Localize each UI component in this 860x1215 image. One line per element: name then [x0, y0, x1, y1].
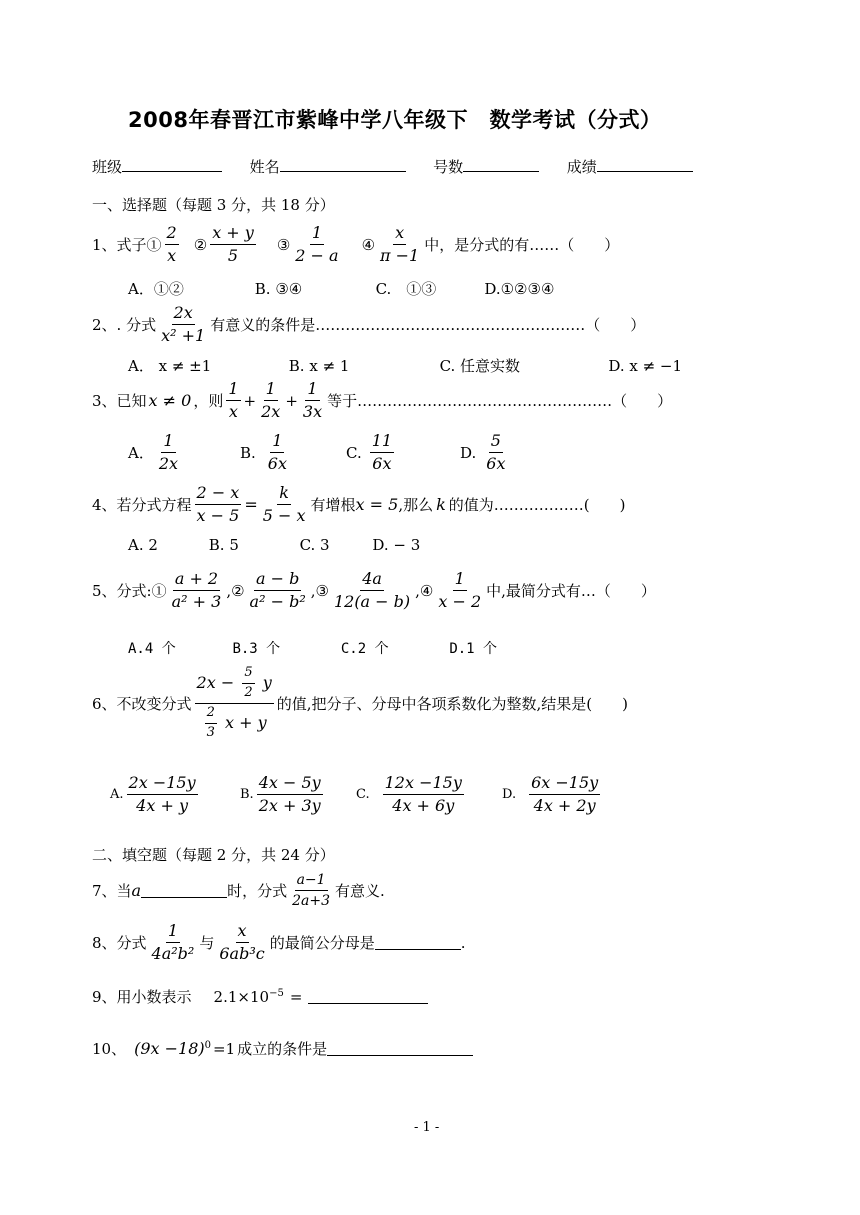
q9-prefix: 9、用小数表示 [92, 988, 192, 1006]
score-blank[interactable] [597, 157, 693, 172]
q1-prefix: 1、式子① [92, 236, 162, 255]
q10-prefix: 10、 [92, 1040, 127, 1058]
class-label: 班级 [92, 158, 123, 176]
q4-option-a[interactable]: A. 2 [128, 536, 158, 554]
question-5 [92, 570, 656, 612]
section2-heading: 二、填空题（每题 2 分，共 24 分） [92, 846, 335, 864]
q3-option-b[interactable]: B. $\frac{1}{6x}$ [240, 431, 287, 474]
q4-mid-1: 有增根 [310, 496, 356, 515]
q7-fraction: $\frac{a-1}{2a+3}$ [292, 872, 331, 910]
q3-fraction-3: $\frac{1}{3x}$ [302, 379, 323, 422]
q5-suffix: 中,最简分式有…（ ） [486, 582, 656, 601]
page-number: - 1 - [414, 1120, 440, 1135]
q4-options [128, 536, 420, 554]
q4-suffix: 的值为………………( ) [448, 496, 626, 515]
q6-complex-fraction: 2x − $\frac{5}{2}$ y $\frac{2}{3}$ x + y [196, 665, 272, 740]
q1-suffix: 中，是分式的有……（ ） [424, 236, 620, 255]
q4-equals: = [244, 495, 258, 515]
q7-mid: 时，分式 [227, 882, 288, 901]
q5-prefix: 5、分式:① [92, 582, 167, 601]
q5-option-c[interactable]: C.2 个 [340, 641, 389, 657]
q3-mid: ，则 [193, 392, 224, 411]
name-label: 姓名 [249, 158, 280, 176]
q5-option-d[interactable]: D.1 个 [449, 641, 498, 657]
q2-suffix: 有意义的条件是………………………………………………（ ） [210, 316, 646, 335]
q5-option-b[interactable]: B.3 个 [232, 641, 281, 657]
q8-fraction-2: $\frac{x}{\text{6ab³c}}$ [219, 921, 265, 964]
question-6 [92, 666, 628, 741]
q1-mark-4: ④ [361, 235, 376, 254]
q6-option-b[interactable]: B. $\frac{4x - 5y}{2x + 3y}$ [240, 773, 321, 816]
q6-option-c[interactable]: C. $\frac{12x -15y}{4x + 6y}$ [356, 773, 462, 816]
q5-fraction-3: $\frac{4a}{12(a - b)}$ [333, 569, 411, 612]
q8-answer-blank[interactable] [375, 935, 461, 950]
q7-suffix: 有意义. [335, 882, 385, 901]
q1-mark-2: ② [193, 235, 208, 254]
q5-mark-2: ,② [226, 581, 245, 600]
q10-suffix: 成立的条件是 [237, 1040, 328, 1058]
q8-end: . [460, 933, 466, 952]
q7-answer-blank[interactable] [141, 883, 227, 898]
q1-option-b[interactable]: B. ③④ [254, 280, 303, 298]
q3-condition: x ≠ 0 [148, 391, 192, 411]
q1-fraction-1: $\frac{2}{x}$ [166, 223, 177, 266]
q3-fraction-2: $\frac{1}{2x}$ [261, 379, 281, 422]
question-10 [92, 1038, 473, 1059]
q10-expression: $(9x -18)^0$ [134, 1039, 212, 1058]
header-fields [92, 156, 693, 177]
q1-fraction-4: $\frac{x}{\pi -1}$ [380, 223, 420, 266]
q10-equals: =1 [213, 1039, 236, 1058]
q5-fraction-1: $\frac{a + 2}{\text{a² + 3}}$ [171, 569, 222, 612]
q7-var: a [131, 881, 142, 901]
q8-suffix: 的最简公分母是 [269, 934, 375, 953]
q8-prefix: 8、分式 [92, 934, 147, 953]
q8-mid: 与 [199, 934, 215, 953]
q1-option-c[interactable]: C. ①③ [375, 280, 437, 298]
name-blank[interactable] [280, 157, 406, 172]
q3-options [128, 432, 510, 474]
q4-mid-2: ,那么 [398, 496, 434, 515]
q5-fraction-2: $\frac{a - b}{\text{a² − b²}}$ [249, 569, 306, 612]
question-3 [92, 380, 672, 422]
q3-option-a[interactable]: A． $\frac{1}{2x}$ [128, 431, 179, 474]
q4-option-b[interactable]: B. 5 [208, 536, 239, 554]
q3-suffix: 等于……………………………………………（ ） [327, 392, 673, 411]
q4-var: k [436, 495, 446, 515]
q2-fraction: $\frac{2x}{\text{x² +1}}$ [161, 303, 206, 346]
q6-option-a[interactable]: A. $\frac{2x -15y}{4x + y}$ [110, 773, 196, 816]
question-9 [92, 986, 428, 1007]
q4-root: x = 5 [355, 495, 399, 515]
number-label: 号数 [433, 158, 464, 176]
q3-prefix: 3、已知 [92, 392, 147, 411]
q6-options [110, 774, 603, 816]
q9-expression: $2.1\times 10^{-5}$ [213, 987, 284, 1006]
number-blank[interactable] [463, 157, 539, 172]
q7-prefix: 7、当 [92, 882, 132, 901]
q2-option-c[interactable]: C. 任意实数 [439, 357, 521, 375]
q9-equals: = [289, 987, 303, 1006]
q5-option-a[interactable]: A.4 个 [128, 641, 176, 657]
class-blank[interactable] [122, 157, 222, 172]
q3-plus-2: + [285, 391, 298, 410]
page-title: 2008年春晋江市紫峰中学八年级下 数学考试（分式） [128, 108, 662, 132]
q5-fraction-4: $\frac{1}{x - 2}$ [438, 569, 482, 612]
section1-heading: 一、选择题（每题 3 分，共 18 分） [92, 196, 335, 214]
question-8 [92, 922, 466, 964]
q3-plus-1: + [243, 391, 257, 410]
q8-fraction-1: $\frac{1}{\text{4a²b²}}$ [151, 921, 195, 964]
q10-answer-blank[interactable] [327, 1041, 473, 1056]
q3-option-d[interactable]: D. $\frac{5}{6x}$ [460, 431, 506, 474]
question-4 [92, 484, 626, 526]
q1-fraction-2: $\frac{x + y}{5}$ [212, 223, 254, 266]
q4-option-c[interactable]: C. 3 [299, 536, 330, 554]
q2-option-b[interactable]: B. x ≠ 1 [288, 357, 350, 375]
q1-options [128, 278, 554, 299]
q3-fraction-1: $\frac{1}{x}$ [228, 379, 239, 422]
q1-fraction-3: $\frac{1}{2 - a}$ [295, 223, 339, 266]
q3-option-c[interactable]: C. $\frac{11}{6x}$ [346, 431, 393, 474]
q9-answer-blank[interactable] [308, 989, 428, 1004]
q5-mark-3: ,③ [310, 581, 329, 600]
q4-prefix: 4、若分式方程 [92, 496, 192, 515]
q5-options [128, 638, 497, 658]
q2-prefix: 2、. 分式 [92, 316, 157, 335]
q1-option-a[interactable]: A．①② [128, 280, 184, 298]
q4-fraction-2: $\frac{k}{5 - x}$ [262, 483, 306, 526]
q2-options [128, 355, 682, 376]
q1-mark-3: ③ [276, 235, 291, 254]
q2-option-a[interactable]: A． x ≠ ±1 [128, 357, 212, 375]
question-2 [92, 304, 645, 346]
question-7 [92, 872, 385, 909]
q6-suffix: 的值,把分子、分母中各项系数化为整数,结果是( ) [276, 694, 629, 713]
q1-option-d[interactable]: D.①②③④ [484, 280, 555, 298]
q6-option-d[interactable]: D. $\frac{6x -15y}{4x + 2y}$ [502, 773, 599, 816]
q6-prefix: 6、不改变分式 [92, 694, 192, 713]
question-1 [92, 224, 619, 266]
q4-option-d[interactable]: D. − 3 [372, 536, 421, 554]
q5-mark-4: ,④ [415, 581, 434, 600]
q4-fraction-1: $\frac{2 - x}{x - 5}$ [196, 483, 240, 526]
score-label: 成绩 [566, 158, 597, 176]
q2-option-d[interactable]: D. x ≠ −1 [608, 357, 683, 375]
